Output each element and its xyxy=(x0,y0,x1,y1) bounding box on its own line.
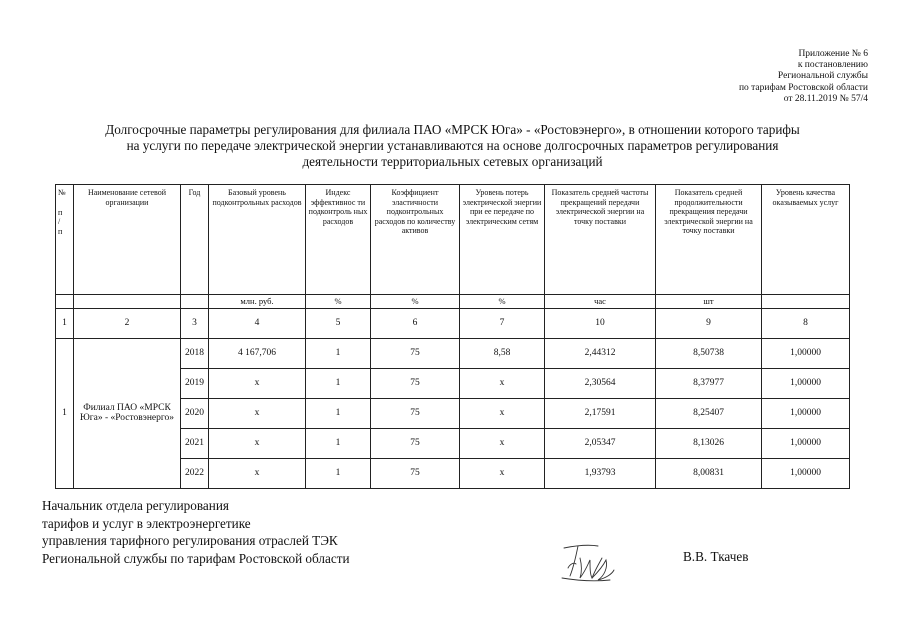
units-row xyxy=(56,295,850,309)
unit-year xyxy=(181,295,209,309)
cell-freq: 1,93793 xyxy=(545,459,656,489)
signer-name: В.В. Ткачев xyxy=(683,549,749,564)
cell-year: 2022 xyxy=(181,459,209,489)
header-org: Наименование сетевой организации xyxy=(74,185,181,295)
cell-quality: 1,00000 xyxy=(762,429,850,459)
cell-coef: 75 xyxy=(371,429,460,459)
header-index: Индекс эффективнос ти подконтроль ных расходов xyxy=(306,185,371,295)
cell-year: 2019 xyxy=(181,369,209,399)
header-losses: Уровень потерь электрической энергии при ее передаче по электрическим сетям xyxy=(460,185,545,295)
appendix-line: Региональной службы xyxy=(777,71,868,82)
org-num: 1 xyxy=(56,339,74,489)
unit-losses: % xyxy=(460,295,545,309)
cell-dur: 8,13026 xyxy=(656,429,762,459)
header-year: Год xyxy=(181,185,209,295)
signature-icon xyxy=(558,538,618,589)
cell-coef: 75 xyxy=(371,459,460,489)
unit-dur: шт xyxy=(656,295,762,309)
header-num: № п / п xyxy=(56,185,74,295)
cell-losses: x xyxy=(460,459,545,489)
unit-freq: час xyxy=(545,295,656,309)
header-freq: Показатель средней частоты прекращений передачи электрической энергии на точку поставки xyxy=(545,185,656,295)
title-line: на услуги по передаче электрической энергии устанавливаются на основе долгосрочных параметров регулирования xyxy=(126,138,779,153)
cell-year: 2018 xyxy=(181,339,209,369)
cell-coef: 75 xyxy=(371,339,460,369)
cell-base: x xyxy=(209,369,306,399)
cell-index: 1 xyxy=(306,399,371,429)
header-dur: Показатель средней продолжительности прекращения передачи электрической энергии на точку поставки xyxy=(656,185,762,295)
cell-base: x xyxy=(209,459,306,489)
cell-freq: 2,30564 xyxy=(545,369,656,399)
cell-base: 4 167,706 xyxy=(209,339,306,369)
cell-quality: 1,00000 xyxy=(762,339,850,369)
footer-position xyxy=(42,497,350,567)
title-line: Долгосрочные параметры регулирования для филиала ПАО «МРСК Юга» - «Ростовэнерго», в отношении которого тарифы xyxy=(105,122,800,137)
footer-line: тарифов и услуг в электроэнергетике xyxy=(42,515,251,531)
col-number: 2 xyxy=(74,309,181,339)
col-number: 6 xyxy=(371,309,460,339)
cell-dur: 8,00831 xyxy=(656,459,762,489)
cell-index: 1 xyxy=(306,429,371,459)
cell-base: x xyxy=(209,429,306,459)
col-number: 8 xyxy=(762,309,850,339)
cell-freq: 2,17591 xyxy=(545,399,656,429)
col-number: 5 xyxy=(306,309,371,339)
cell-index: 1 xyxy=(306,369,371,399)
cell-coef: 75 xyxy=(371,369,460,399)
cell-dur: 8,25407 xyxy=(656,399,762,429)
footer-line: Начальник отдела регулирования xyxy=(42,498,229,513)
col-number: 3 xyxy=(181,309,209,339)
footer-line: управления тарифного регулирования отраслей ТЭК xyxy=(42,533,338,548)
cell-quality: 1,00000 xyxy=(762,369,850,399)
cell-year: 2020 xyxy=(181,399,209,429)
cell-index: 1 xyxy=(306,459,371,489)
col-number: 10 xyxy=(545,309,656,339)
cell-quality: 1,00000 xyxy=(762,459,850,489)
col-number: 9 xyxy=(656,309,762,339)
column-numbers-row xyxy=(56,309,850,339)
title-line: деятельности территориальных сетевых организаций xyxy=(302,154,603,169)
header-row xyxy=(56,185,850,295)
cell-index: 1 xyxy=(306,339,371,369)
cell-coef: 75 xyxy=(371,399,460,429)
cell-losses: x xyxy=(460,429,545,459)
cell-losses: x xyxy=(460,369,545,399)
appendix-note xyxy=(739,49,868,105)
cell-dur: 8,50738 xyxy=(656,339,762,369)
org-name: Филиал ПАО «МРСК Юга» - «Ростовэнерго» xyxy=(74,339,181,489)
unit-coef: % xyxy=(371,295,460,309)
appendix-line: по тарифам Ростовской области xyxy=(738,82,868,93)
header-coef: Коэффициент эластичности подконтрольных расходов по количеству активов xyxy=(371,185,460,295)
unit-index: % xyxy=(306,295,371,309)
document-title xyxy=(20,122,885,170)
header-base: Базовый уровень подконтрольных расходов xyxy=(209,185,306,295)
unit-base: млн. руб. xyxy=(209,295,306,309)
appendix-line: к постановлению xyxy=(797,60,868,71)
unit-num xyxy=(56,295,74,309)
appendix-line: от 28.11.2019 № 57/4 xyxy=(783,93,868,104)
header-quality: Уровень качества оказываемых услуг xyxy=(762,185,850,295)
cell-quality: 1,00000 xyxy=(762,399,850,429)
unit-quality xyxy=(762,295,850,309)
col-number: 1 xyxy=(56,309,74,339)
table-row xyxy=(56,339,850,369)
cell-losses: x xyxy=(460,399,545,429)
cell-base: x xyxy=(209,399,306,429)
unit-org xyxy=(74,295,181,309)
footer-line: Региональной службы по тарифам Ростовской области xyxy=(42,550,350,566)
cell-dur: 8,37977 xyxy=(656,369,762,399)
col-number: 4 xyxy=(209,309,306,339)
cell-freq: 2,44312 xyxy=(545,339,656,369)
cell-freq: 2,05347 xyxy=(545,429,656,459)
col-number: 7 xyxy=(460,309,545,339)
cell-losses: 8,58 xyxy=(460,339,545,369)
cell-year: 2021 xyxy=(181,429,209,459)
parameters-table xyxy=(55,184,850,489)
appendix-line: Приложение № 6 xyxy=(798,49,868,59)
